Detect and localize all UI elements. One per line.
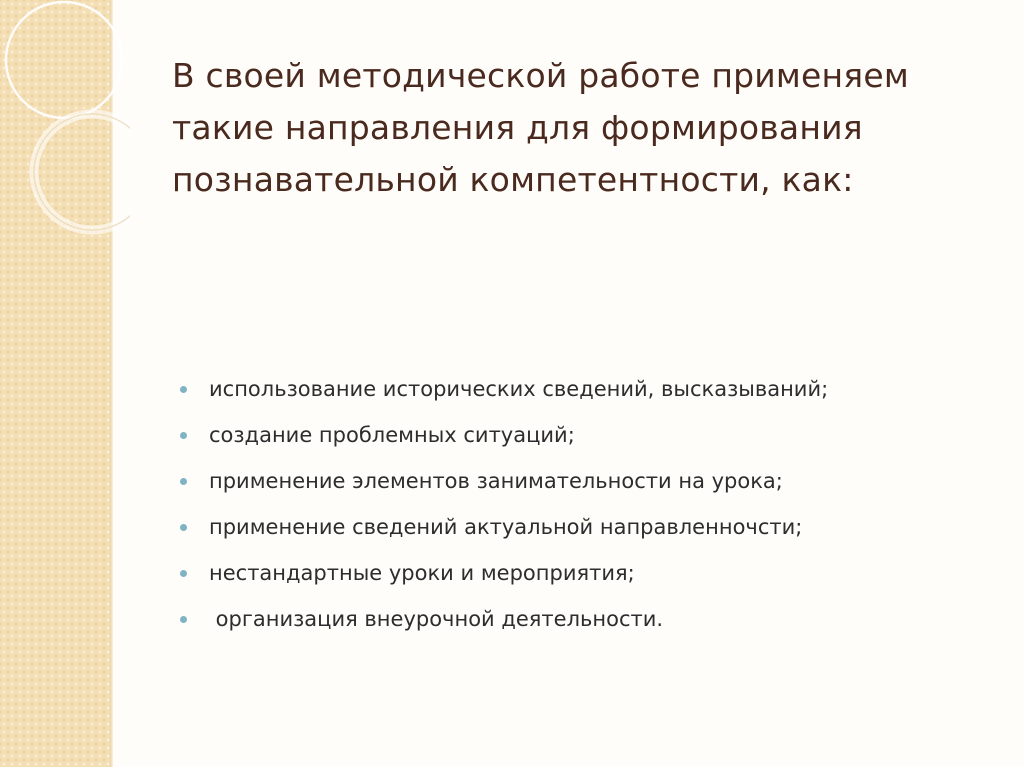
decorative-ring-top: [6, 2, 122, 118]
bullet-list: [180, 366, 980, 642]
bullet-text: применение сведений актуальной направленночсти;: [209, 515, 803, 539]
list-item: [180, 458, 980, 504]
bullet-text: использование исторических сведений, высказываний;: [209, 377, 829, 401]
bullet-dot-icon: [180, 478, 187, 485]
bullet-dot-icon: [180, 432, 187, 439]
bullet-dot-icon: [180, 524, 187, 531]
list-item: [180, 596, 980, 642]
decorative-rings: [0, 0, 130, 260]
bullet-text: нестандартные уроки и мероприятия;: [209, 561, 635, 585]
bullet-dot-icon: [180, 386, 187, 393]
bullet-text: создание проблемных ситуаций;: [209, 423, 575, 447]
list-item: [180, 366, 980, 412]
slide-title: В своей методической работе применяем такие направления для формирования познавательной компетентности, как:: [172, 56, 909, 199]
list-item: [180, 412, 980, 458]
bullet-text: применение элементов занимательности на урока;: [209, 469, 783, 493]
list-item: [180, 550, 980, 596]
bullet-dot-icon: [180, 570, 187, 577]
list-item: [180, 504, 980, 550]
bullet-dot-icon: [180, 616, 187, 623]
decorative-ring-bottom: [34, 114, 130, 230]
bullet-text: организация внеурочной деятельности.: [209, 607, 664, 631]
